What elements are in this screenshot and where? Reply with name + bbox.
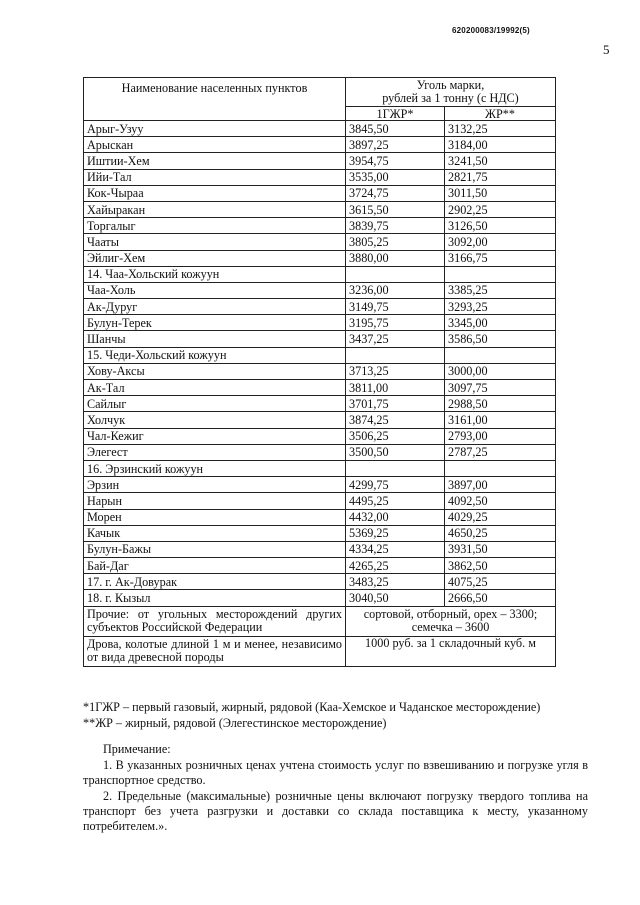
table-row: [84, 541, 556, 557]
price-1gzhr-cell: 4299,75: [346, 477, 445, 493]
settlement-name-cell: Шанчы: [84, 331, 346, 347]
price-1gzhr-cell: 3195,75: [346, 315, 445, 331]
table-row: [84, 444, 556, 460]
table-row: [84, 477, 556, 493]
price-zhr-cell: 3184,00: [445, 137, 556, 153]
price-zhr-cell: 3897,00: [445, 477, 556, 493]
price-1gzhr-cell: 3713,25: [346, 363, 445, 379]
price-1gzhr-cell: 4495,25: [346, 493, 445, 509]
price-1gzhr-cell: 3954,75: [346, 153, 445, 169]
price-zhr-cell: 3011,50: [445, 185, 556, 201]
table-row: [84, 201, 556, 217]
header-coal-price: Уголь марки, рублей за 1 тонну (с НДС): [346, 78, 556, 107]
settlement-name-cell: Арыскан: [84, 137, 346, 153]
settlement-name-cell: Булун-Бажы: [84, 541, 346, 557]
price-1gzhr-cell: [346, 460, 445, 476]
price-zhr-cell: 3161,00: [445, 412, 556, 428]
settlement-name-cell: Кок-Чыраа: [84, 185, 346, 201]
table-row: [84, 331, 556, 347]
table-row: [84, 137, 556, 153]
price-1gzhr-cell: 3040,50: [346, 590, 445, 606]
settlement-name-cell: Чаа-Холь: [84, 282, 346, 298]
price-zhr-cell: 3097,75: [445, 380, 556, 396]
price-zhr-cell: 3000,00: [445, 363, 556, 379]
settlement-name-cell: Булун-Терек: [84, 315, 346, 331]
table-row: [84, 315, 556, 331]
table-row: [84, 525, 556, 541]
table-row: [84, 218, 556, 234]
table-row: [84, 282, 556, 298]
coal-price-table: [83, 77, 556, 667]
price-1gzhr-cell: 3874,25: [346, 412, 445, 428]
table-row: [84, 493, 556, 509]
price-zhr-cell: 2988,50: [445, 396, 556, 412]
table-row: [84, 363, 556, 379]
settlement-name-cell: Нарын: [84, 493, 346, 509]
table-row: [84, 121, 556, 137]
price-1gzhr-cell: 3897,25: [346, 137, 445, 153]
settlement-name-cell: Арыг-Узуу: [84, 121, 346, 137]
note-title: Примечание:: [103, 742, 171, 756]
table-row: [84, 266, 556, 282]
firewood-label: Дрова, колотые длиной 1 м и менее, независимо от вида древесной породы: [84, 636, 346, 666]
price-zhr-cell: 3126,50: [445, 218, 556, 234]
price-1gzhr-cell: 3149,75: [346, 299, 445, 315]
price-zhr-cell: 4092,50: [445, 493, 556, 509]
footnote-zhr: **ЖР – жирный, рядовой (Элегестинское месторождение): [83, 716, 387, 730]
settlement-name-cell: Торгалыг: [84, 218, 346, 234]
price-zhr-cell: 3293,25: [445, 299, 556, 315]
settlement-name-cell: 15. Чеди-Хольский кожуун: [84, 347, 346, 363]
price-zhr-cell: 3241,50: [445, 153, 556, 169]
settlement-name-cell: Бай-Даг: [84, 558, 346, 574]
price-zhr-cell: 2821,75: [445, 169, 556, 185]
price-zhr-cell: 3166,75: [445, 250, 556, 266]
price-1gzhr-cell: [346, 347, 445, 363]
settlement-name-cell: Ак-Тал: [84, 380, 346, 396]
settlement-name-cell: Ак-Дуруг: [84, 299, 346, 315]
price-zhr-cell: 4075,25: [445, 574, 556, 590]
price-1gzhr-cell: 3811,00: [346, 380, 445, 396]
settlement-name-cell: Ийи-Тал: [84, 169, 346, 185]
price-zhr-cell: 4650,25: [445, 525, 556, 541]
price-zhr-cell: 3092,00: [445, 234, 556, 250]
settlement-name-cell: Элегест: [84, 444, 346, 460]
price-1gzhr-cell: 3701,75: [346, 396, 445, 412]
price-zhr-cell: 2902,25: [445, 201, 556, 217]
settlement-name-cell: 16. Эрзинский кожуун: [84, 460, 346, 476]
price-1gzhr-cell: 3839,75: [346, 218, 445, 234]
table-row: [84, 460, 556, 476]
price-1gzhr-cell: 3483,25: [346, 574, 445, 590]
price-zhr-cell: [445, 347, 556, 363]
settlement-name-cell: Холчук: [84, 412, 346, 428]
table-row: [84, 574, 556, 590]
settlement-name-cell: Хову-Аксы: [84, 363, 346, 379]
price-1gzhr-cell: 3880,00: [346, 250, 445, 266]
price-1gzhr-cell: [346, 266, 445, 282]
settlement-name-cell: Эрзин: [84, 477, 346, 493]
price-1gzhr-cell: 4432,00: [346, 509, 445, 525]
table-row: [84, 250, 556, 266]
price-zhr-cell: 2793,00: [445, 428, 556, 444]
table-row: [84, 347, 556, 363]
price-zhr-cell: [445, 266, 556, 282]
price-1gzhr-cell: 3805,25: [346, 234, 445, 250]
other-deposits-price: сортовой, отборный, орех – 3300; семечка – 3600: [346, 606, 556, 636]
price-1gzhr-cell: 3535,00: [346, 169, 445, 185]
price-1gzhr-cell: 5369,25: [346, 525, 445, 541]
price-1gzhr-cell: 3236,00: [346, 282, 445, 298]
settlement-name-cell: Чааты: [84, 234, 346, 250]
price-1gzhr-cell: 3506,25: [346, 428, 445, 444]
settlement-name-cell: 17. г. Ак-Довурак: [84, 574, 346, 590]
price-1gzhr-cell: 3724,75: [346, 185, 445, 201]
price-zhr-cell: 3385,25: [445, 282, 556, 298]
price-zhr-cell: 4029,25: [445, 509, 556, 525]
price-1gzhr-cell: 4265,25: [346, 558, 445, 574]
settlement-name-cell: Иштии-Хем: [84, 153, 346, 169]
table-row: [84, 509, 556, 525]
price-zhr-cell: 3931,50: [445, 541, 556, 557]
footnote-1gzhr: *1ГЖР – первый газовый, жирный, рядовой (Каа-Хемское и Чаданское месторождение): [83, 700, 541, 714]
table-row: [84, 234, 556, 250]
settlement-name-cell: Сайлыг: [84, 396, 346, 412]
table-row: [84, 396, 556, 412]
table-row-other: [84, 606, 556, 636]
table-row: [84, 558, 556, 574]
price-zhr-cell: 3586,50: [445, 331, 556, 347]
note-paragraph-2: 2. Предельные (максимальные) розничные цены включают погрузку твердого топлива на транспорт без учета разгрузки и доставки со склада поставщика к месту, указанному потребителем.».: [83, 789, 588, 833]
price-1gzhr-cell: 3500,50: [346, 444, 445, 460]
table-row-firewood: [84, 636, 556, 666]
table-row: [84, 590, 556, 606]
table-row: [84, 412, 556, 428]
settlement-name-cell: 18. г. Кызыл: [84, 590, 346, 606]
table-row: [84, 169, 556, 185]
table-row: [84, 185, 556, 201]
settlement-name-cell: Хайыракан: [84, 201, 346, 217]
price-1gzhr-cell: 3845,50: [346, 121, 445, 137]
price-zhr-cell: 3345,00: [445, 315, 556, 331]
firewood-price: 1000 руб. за 1 складочный куб. м: [346, 636, 556, 666]
table-row: [84, 299, 556, 315]
document-code: 620200083/19992(5): [452, 26, 530, 35]
price-zhr-cell: 2666,50: [445, 590, 556, 606]
price-1gzhr-cell: 3437,25: [346, 331, 445, 347]
settlement-name-cell: 14. Чаа-Хольский кожуун: [84, 266, 346, 282]
other-deposits-label: Прочие: от угольных месторождений других субъектов Российской Федерации: [84, 606, 346, 636]
price-zhr-cell: 3132,25: [445, 121, 556, 137]
price-zhr-cell: [445, 460, 556, 476]
price-1gzhr-cell: 4334,25: [346, 541, 445, 557]
price-1gzhr-cell: 3615,50: [346, 201, 445, 217]
price-zhr-cell: 2787,25: [445, 444, 556, 460]
page-number: 5: [603, 42, 610, 57]
header-col-1gzhr: 1ГЖР*: [346, 107, 445, 121]
settlement-name-cell: Чал-Кежиг: [84, 428, 346, 444]
price-zhr-cell: 3862,50: [445, 558, 556, 574]
note-paragraph-1: 1. В указанных розничных ценах учтена стоимость услуг по взвешиванию и погрузке угля в транспортное средство.: [83, 758, 588, 787]
settlement-name-cell: Качык: [84, 525, 346, 541]
table-row: [84, 153, 556, 169]
table-row: [84, 380, 556, 396]
header-settlement-name: Наименование населенных пунктов: [84, 78, 346, 121]
settlement-name-cell: Эйлиг-Хем: [84, 250, 346, 266]
table-row: [84, 428, 556, 444]
header-col-zhr: ЖР**: [445, 107, 556, 121]
settlement-name-cell: Морен: [84, 509, 346, 525]
